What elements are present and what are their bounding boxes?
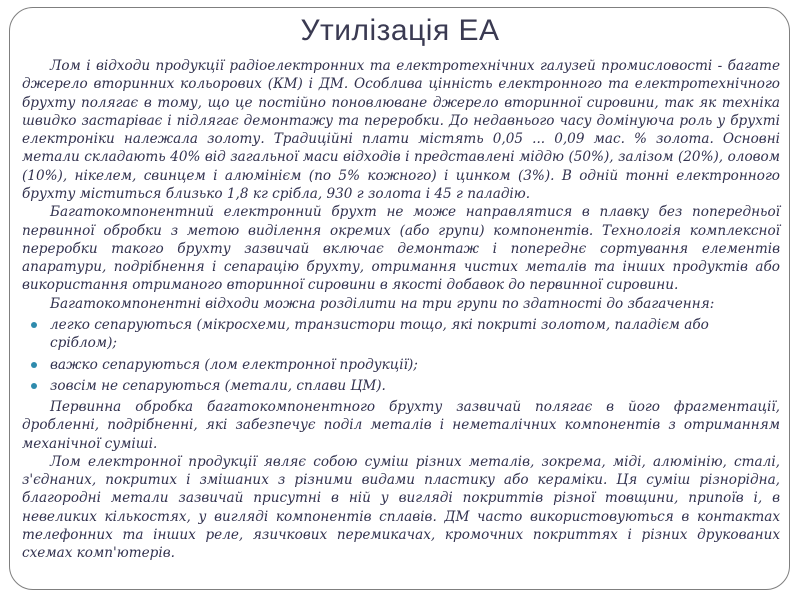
list-item: [22, 377, 780, 395]
bullet-dot-icon: [31, 383, 37, 389]
list-item-label: зовсім не сепаруються (метали, сплави ЦМ).: [50, 377, 386, 394]
slide-body: [22, 57, 780, 563]
list-item-label: легко сепаруються (мікросхеми, транзистори тощо, які покриті золотом, паладієм або сріблом);: [50, 316, 709, 352]
paragraph-bullets-intro: Багатокомпонентні відходи можна розділити на три групи по здатності до збагачення:: [50, 295, 715, 312]
slide-title: Утилізація ЕА: [300, 14, 500, 47]
separation-bullet-list: [22, 316, 780, 395]
paragraph-bagatokomponentnyi-brukht: Багатокомпонентний електронний брухт не може направлятися в плавку без попередньої первинної обробки з метою виділення окремих (або групи) компонентів. Технологія комплексної переробки такого брухту зазвичай включає демонтаж і попереднє сортування елементів апаратури, подрібнення і сепарацію брухту, отримання чистих металів та інших продуктів або використання отриманого вторинної сировини в якості добавок до первинної сировини.: [22, 204, 780, 294]
bullet-dot-icon: [31, 322, 37, 328]
bullet-dot-icon: [31, 362, 37, 368]
list-item-label: важко сепаруються (лом електронної продукції);: [50, 356, 418, 373]
paragraph-lom-vidkhody: Лом і відходи продукції радіоелектронних та електротехнічних галузей промисловості - багате джерело вторинних кольорових (КМ) і ДМ. Особлива цінність електронного та електротехнічного брухту полягає в тому, що це постійно поновлюване джерело вторинної сировини, так як техніка швидко застаріває і підлягає демонтажу та переробки. До недавнього часу домінуюча роль у брухті електроніки належала золоту. Традиційні плати містять 0,05 ... 0,09 мас. % золота. Основні метали складають 40% від загальної маси відходів і представлені міддю (50%), залізом (20%), оловом (10%), нікелем, свинцем і алюмінієм (по 5% кожного) і цинком (3%). В одній тонні електронного брухту міститься близько 1,8 кг срібла, 930 г золота і 45 г паладію.: [22, 58, 780, 202]
list-item: [22, 356, 780, 374]
list-item: [22, 316, 780, 353]
paragraph-lom-elektronnoi-produktsii: Лом електронної продукції являє собою суміш різних металів, зокрема, міді, алюмінію, сталі, з'єднаних, покритих і змішаних з різними видами пластику або кераміки. Ця суміш різнорідна, благородні метали зазвичай присутні в ній у вигляді покриттів різної товщини, припоїв і, в невеликих кількостях, у вигляді компонентів сплавів. ДМ часто використовуються в контактах телефонних та інших реле, язичкових перемикачах, кромочних покриттях і різних друкованих схемах комп'ютерів.: [22, 453, 780, 562]
paragraph-pervynna-obrobka: Первинна обробка багатокомпонентного брухту зазвичай полягає в його фрагментації, дробленні, подрібненні, які забезпечує поділ металів і неметалічних компонентів з отриманням механічної суміші.: [22, 399, 780, 452]
